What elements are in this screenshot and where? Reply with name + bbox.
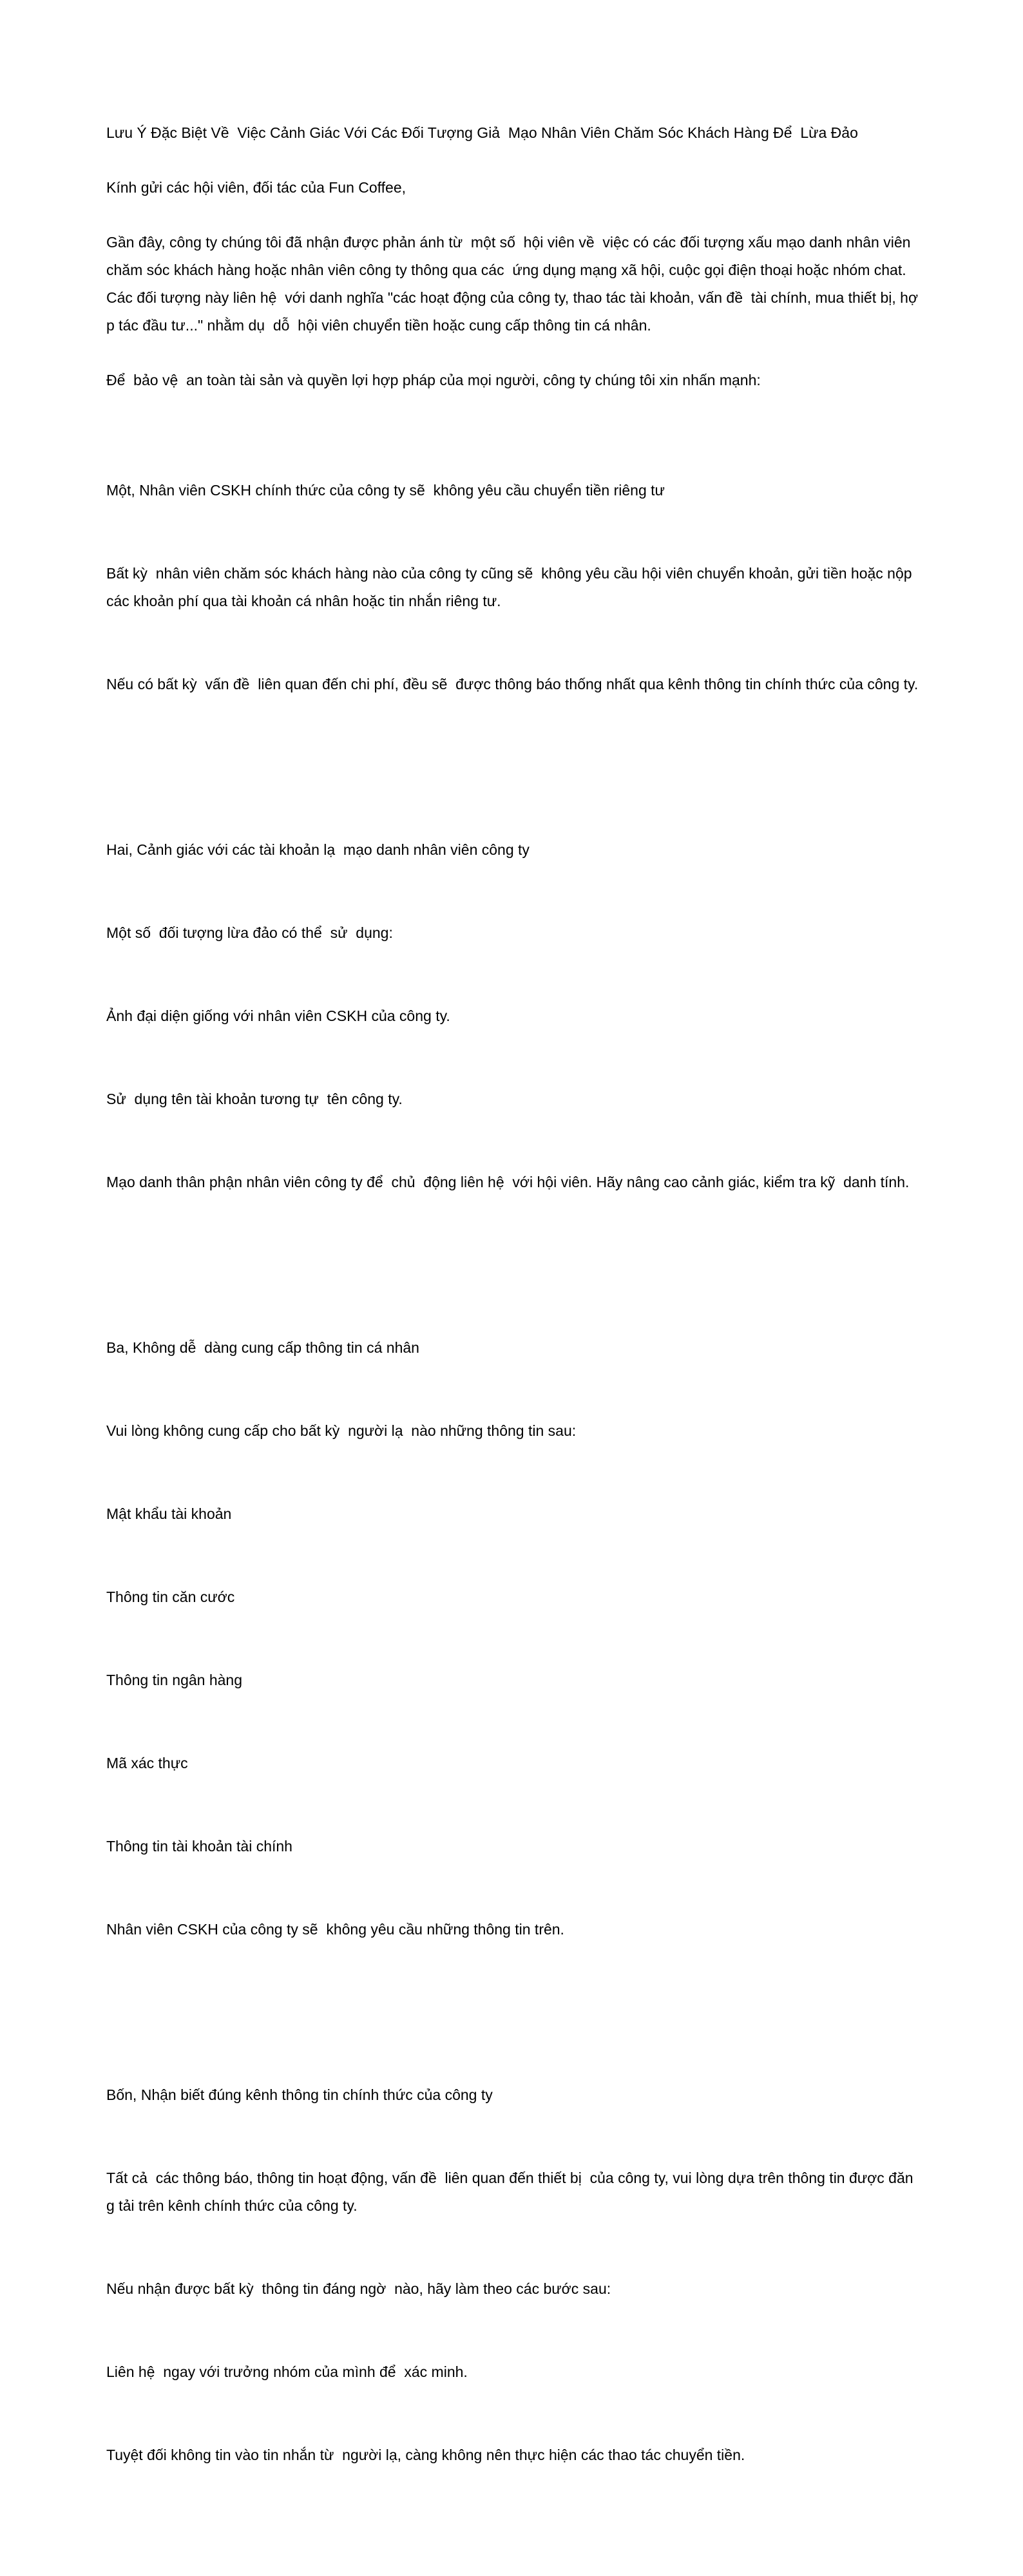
section-three-line: Thông tin tài khoản tài chính (106, 1838, 292, 1855)
section-two-line: Sử dụng tên tài khoản tương tự tên công ty. (106, 1091, 403, 1107)
intro-paragraph: Gần đây, công ty chúng tôi đã nhận được phản ánh từ một số hội viên về việc có các đối tượng xấu mạo danh nhân viên chăm sóc khách hàng hoặc nhân viên công ty thông qua các ứng dụng mạng xã hội, cuộc gọi điện thoại hoặc nhóm chat. Các đối tượng này liên hệ với danh nghĩa "các hoạt động của công ty, thao tác tài khoản, vấn đề tài chính, mua thiết bị, hợp tác đầu tư..." nhằm dụ dỗ hội viên chuyển tiền hoặc cung cấp thông tin cá nhân. (106, 234, 919, 334)
section-three-line: Vui lòng không cung cấp cho bất kỳ người lạ nào những thông tin sau: (106, 1422, 577, 1439)
section-one-line: Bất kỳ nhân viên chăm sóc khách hàng nào của công ty cũng sẽ không yêu cầu hội viên chuyển khoản, gửi tiền hoặc nộp các khoản phí qua tài khoản cá nhân hoặc tin nhắn riêng tư. (106, 565, 916, 609)
section-two-line: Mạo danh thân phận nhân viên công ty để chủ động liên hệ với hội viên. Hãy nâng cao cảnh giác, kiểm tra kỹ danh tính. (106, 1174, 910, 1190)
section-two-line: Một số đối tượng lừa đảo có thể sử dụng: (106, 924, 393, 941)
section-three-heading: Ba, Không dễ dàng cung cấp thông tin cá nhân (106, 1339, 419, 1356)
emphasis-paragraph: Để bảo vệ an toàn tài sản và quyền lợi hợp pháp của mọi người, công ty chúng tôi xin nhấn mạnh: (106, 372, 761, 388)
section-two (106, 781, 920, 1252)
section-four (106, 2026, 920, 2524)
section-four-line: Tất cả các thông báo, thông tin hoạt động, vấn đề liên quan đến thiết bị của công ty, vui lòng dựa trên thông tin được đăng tải trên kênh chính thức của công ty. (106, 2170, 913, 2214)
section-four-line: Tuyệt đối không tin vào tin nhắn từ người lạ, càng không nên thực hiện các thao tác chuyển tiền. (106, 2447, 745, 2463)
section-four-line: Nếu nhận được bất kỳ thông tin đáng ngờ nào, hãy làm theo các bước sau: (106, 2280, 611, 2297)
section-two-line: Ảnh đại diện giống với nhân viên CSKH của công ty. (106, 1007, 450, 1024)
section-four-heading: Bốn, Nhận biết đúng kênh thông tin chính thức của công ty (106, 2086, 493, 2103)
section-three-line: Nhân viên CSKH của công ty sẽ không yêu cầu những thông tin trên. (106, 1921, 564, 1938)
section-one-heading: Một, Nhân viên CSKH chính thức của công ty sẽ không yêu cầu chuyển tiền riêng tư (106, 482, 665, 499)
section-one-line: Nếu có bất kỳ vấn đề liên quan đến chi phí, đều sẽ được thông báo thống nhất qua kênh thông tin chính thức của công ty. (106, 676, 919, 692)
greeting-line: Kính gửi các hội viên, đối tác của Fun Coffee, (106, 179, 406, 196)
document-title: Lưu Ý Đặc Biệt Về Việc Cảnh Giác Với Các Đối Tượng Giả Mạo Nhân Viên Chăm Sóc Khách Hàng Để Lừa Đảo (106, 124, 858, 141)
section-four-line: Liên hệ ngay với trưởng nhóm của mình để xác minh. (106, 2363, 468, 2380)
section-two-heading: Hai, Cảnh giác với các tài khoản lạ mạo danh nhân viên công ty (106, 841, 530, 858)
section-three (106, 1279, 920, 1999)
section-three-line: Mã xác thực (106, 1755, 188, 1771)
section-three-line: Mật khẩu tài khoản (106, 1505, 232, 1522)
section-three-line: Thông tin ngân hàng (106, 1672, 243, 1688)
section-three-line: Thông tin căn cước (106, 1589, 235, 1605)
section-one (106, 421, 920, 754)
